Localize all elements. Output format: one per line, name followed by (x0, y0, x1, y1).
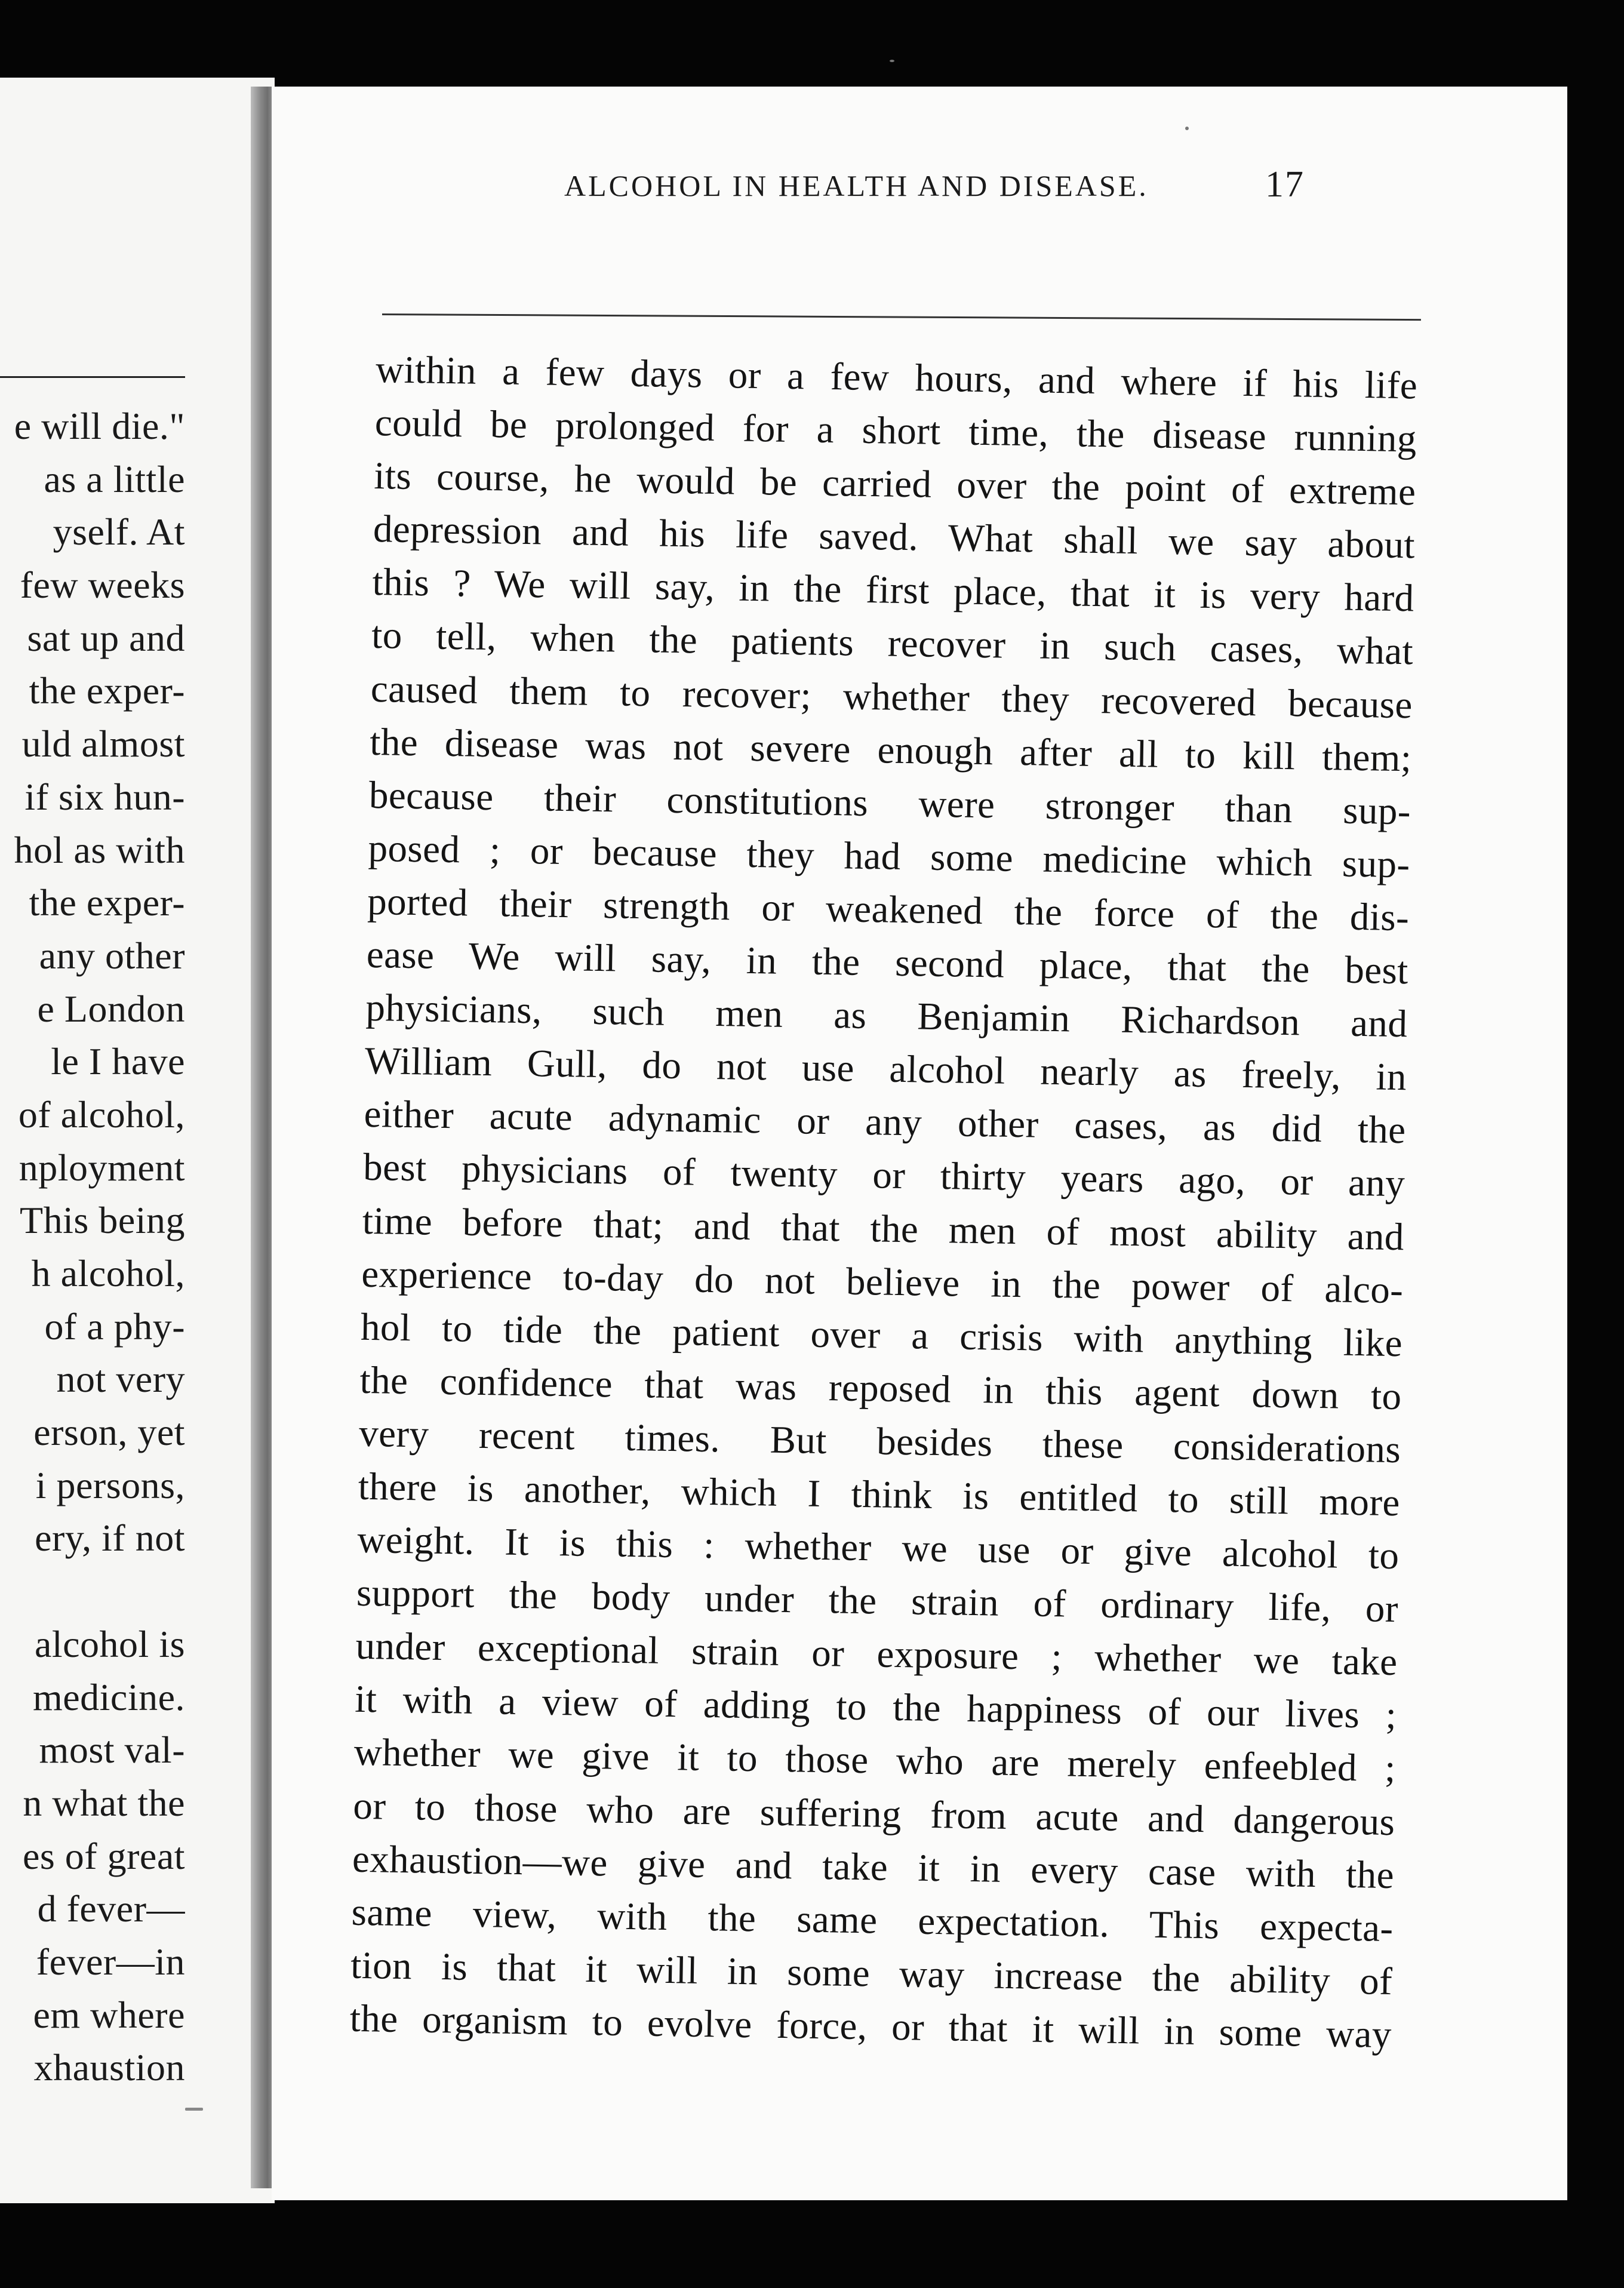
body-line: physicians, such men as Benjamin Richardson and (365, 986, 1408, 1046)
body-line: ported their strength or weakened the force of the dis- (367, 879, 1410, 940)
body-line: there is another, which I think is entitled to still more (358, 1465, 1401, 1525)
body-line: because their constitutions were stronger than sup- (368, 773, 1411, 834)
scan-speck (890, 60, 894, 62)
body-line: time before that; and that the men of most ability and (362, 1199, 1405, 1259)
left-page-line: not very (56, 1358, 185, 1401)
body-line: posed ; or because they had some medicine which sup- (368, 826, 1411, 887)
body-line: depression and his life saved. What shall we say about (373, 508, 1416, 567)
left-page-line: if six hun- (24, 775, 185, 818)
left-page-line: of alcohol, (18, 1093, 185, 1136)
left-page-line: hol as with (14, 828, 185, 871)
body-line: could be prolonged for a short time, the disease running (374, 401, 1417, 461)
left-page-text (0, 400, 185, 2095)
left-page-line: uld almost (21, 722, 185, 765)
body-line: whether we give it to those who are merely enfeebled ; (353, 1731, 1397, 1791)
body-line: the disease was not severe enough after all to kill them; (369, 720, 1412, 780)
body-text (349, 343, 1418, 2062)
body-line: either acute adynamic or any other cases, as did the (364, 1093, 1407, 1152)
body-line: the confidence that was reposed in this agent down to (359, 1358, 1402, 1418)
left-page-line: This being (20, 1199, 185, 1242)
running-head-title: ALCOHOL IN HEALTH AND DISEASE. (564, 169, 1149, 202)
left-page-line: few weeks (20, 564, 185, 607)
body-line: William Gull, do not use alcohol nearly as freely, in (364, 1040, 1407, 1099)
left-page-line: em where (33, 1993, 185, 2036)
left-page-line: e will die." (14, 405, 185, 447)
scan-speck (1185, 127, 1189, 130)
body-line: exhaustion—we give and take it in every case with the (352, 1837, 1395, 1897)
left-page-line: yself. At (53, 511, 185, 553)
left-page-rule (0, 376, 185, 378)
body-line: caused them to recover; whether they recovered because (370, 667, 1413, 727)
body-line: hol to tide the patient over a crisis with anything like (360, 1305, 1403, 1365)
body-line: or to those who are suffering from acute and dangerous (352, 1784, 1395, 1844)
body-line: best physicians of twenty or thirty years ago, or any (362, 1146, 1405, 1205)
left-page-line: the exper- (29, 881, 185, 924)
left-page-line: xhaustion (33, 2046, 185, 2089)
scan-speck (185, 2108, 203, 2111)
book-gutter (251, 87, 275, 2188)
left-page-line: as a little (44, 457, 185, 500)
left-page-line: ery, if not (35, 1517, 185, 1560)
left-page-line: the exper- (29, 669, 185, 712)
body-line: within a few days or a few hours, and where if his life (375, 347, 1418, 408)
body-line: under exceptional strain or exposure ; whether we take (355, 1624, 1398, 1684)
left-page-line: le I have (51, 1040, 185, 1083)
body-line: weight. It is this : whether we use or give alcohol to (356, 1518, 1400, 1578)
left-page-line: e London (37, 987, 185, 1030)
body-line: tion is that it will in some way increase the ability of (350, 1943, 1393, 2003)
left-page-line: es of great (22, 1834, 185, 1877)
left-page-line: fever—in (36, 1940, 185, 1983)
body-line: support the body under the strain of ordinary life, or (356, 1571, 1399, 1631)
left-page-line: sat up and (27, 616, 185, 659)
left-page-line: any other (39, 934, 185, 977)
left-page-fragment (0, 78, 275, 2203)
left-page-line: n what the (23, 1781, 185, 1824)
body-line: this ? We will say, in the first place, that it is very hard (372, 561, 1415, 620)
body-line: the organism to evolve force, or that it will in some way (349, 1997, 1392, 2056)
left-page-line: alcohol is (34, 1622, 185, 1665)
left-page-line: h alcohol, (31, 1252, 185, 1294)
left-page-line: of a phy- (44, 1305, 185, 1348)
body-line: to tell, when the patients recover in such cases, what (371, 614, 1414, 674)
left-page-line: erson, yet (33, 1411, 185, 1454)
left-page-line: medicine. (32, 1675, 185, 1718)
left-page-line: i persons, (35, 1463, 185, 1506)
left-page-line: nployment (19, 1146, 185, 1189)
left-page-line: most val- (39, 1729, 185, 1772)
page-number: 17 (1265, 164, 1305, 205)
body-line: ease We will say, in the second place, that the best (366, 933, 1409, 993)
left-page-blank-line (0, 1565, 185, 1618)
body-line: same view, with the same expectation. This expecta- (351, 1890, 1394, 1950)
body-line: very recent times. But besides these considerations (358, 1411, 1401, 1472)
body-line: it with a view of adding to the happiness of our lives ; (354, 1678, 1397, 1737)
body-line: its course, he would be carried over the point of extreme (373, 454, 1416, 514)
left-page-line: d fever— (37, 1887, 185, 1930)
body-line: experience to-day do not believe in the power of alco- (361, 1252, 1404, 1312)
